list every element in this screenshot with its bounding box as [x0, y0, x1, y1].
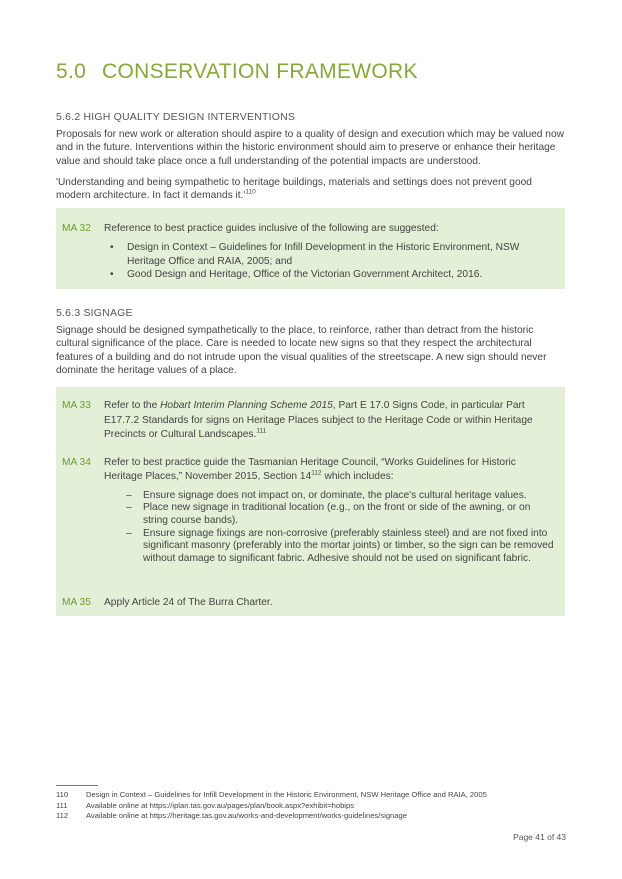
signage-ma-box [56, 387, 565, 616]
ma32-bullet-list [104, 241, 557, 281]
ma33-row [62, 399, 557, 443]
ma32-code: MA 32 [62, 223, 91, 234]
footnote-text: Available online at https://heritage.tas.gov.au/works-and-development/works-guidelines/signage [86, 811, 407, 820]
page-title [56, 60, 418, 84]
dash-text: Ensure signage fixings are non-corrosive (preferably stainless steel) and are not fixed into significant masonry (preferably into the mortar joints) or timber, so the sign can be removed without damage to significant fabric. Adhesive should not be used on significant fabric. [143, 527, 554, 564]
ma35-text: Apply Article 24 of The Burra Charter. [104, 597, 273, 608]
signage-paragraph: Signage should be designed sympathetically to the place, to reinforce, rather than detract from the historic cultural significance of the place. Care is needed to locate new signs so that they respect the architectural features of a building and do not intrude upon the visual qualities of the streetscape. A new sign should never dominate the heritage values of a place. [56, 325, 547, 377]
ma32-row [62, 222, 557, 282]
ma32-text [104, 222, 557, 282]
planning-scheme-title: Hobart Interim Planning Scheme 2015 [160, 400, 333, 411]
footnotes [56, 790, 487, 822]
footnote-ref: 111 [256, 427, 267, 435]
footnote-divider [56, 785, 98, 786]
page-number: Page 41 of 43 [513, 832, 566, 842]
ma34-dash-list [104, 490, 557, 566]
bullet-item [106, 268, 557, 281]
footnote-ref: 112 [311, 470, 322, 478]
subsection-heading-design: 5.6.2 HIGH QUALITY DESIGN INTERVENTIONS [56, 111, 296, 123]
design-quote [56, 176, 568, 203]
footnote-number: 110 [56, 790, 69, 799]
quote-text: 'Understanding and being sympathetic to heritage buildings, materials and settings does not prevent good modern architecture. In fact it demands it.' [56, 177, 532, 202]
section-number: 5.0 [56, 60, 87, 83]
footnote-text: Available online at https://iplan.tas.gov.au/pages/plan/book.aspx?exhibit=hobips [86, 800, 355, 810]
dash-text: Ensure signage does not impact on, or dominate, the place's cultural heritage values. [143, 489, 527, 501]
footnote-number: 111 [56, 800, 68, 810]
ma32-box [56, 208, 565, 289]
ma34-text [104, 456, 557, 565]
subsection-heading-signage: 5.6.3 SIGNAGE [56, 307, 133, 319]
dash-text: Place new signage in traditional location (e.g., on the front or side of the awning, or on string course bands). [143, 502, 531, 526]
bullet-icon: • [110, 242, 114, 254]
bullet-text: Good Design and Heritage, Office of the Victorian Government Architect, 2016. [127, 269, 483, 281]
ma34-intro: Refer to best practice guide the Tasmanian Heritage Council, “Works Guidelines for Historic Heritage Places,” November 2015, Section $14^{112}$ which includes: [104, 457, 516, 483]
ma32-intro: Reference to best practice guides inclusive of the following are suggested: [104, 223, 439, 234]
ma33-text: Refer to the Hobart Interim Planning Scheme 2015, Part E 17.0 Signs Code, in particular Part E17.7.2 Standards for signs on Heritage Places subject to the Heritage Code or within Heritage Precincts or Cultural Landscapes.$^{111}$ [104, 400, 533, 441]
design-paragraph: Proposals for new work or alteration should aspire to a quality of design and execution which may be valued now and in the future. Interventions within the historic environment should aim to preserve or enhance their heritage value and should take place once a full understanding of the potential impacts are understood. [56, 129, 564, 167]
dash-item [104, 490, 557, 503]
bullet-item [106, 241, 557, 268]
ma35-code: MA 35 [62, 597, 91, 608]
dash-item [104, 528, 557, 566]
ma35-row [62, 596, 557, 609]
dash-icon: – [126, 502, 132, 514]
dash-icon: – [126, 527, 132, 539]
bullet-icon: • [110, 269, 114, 281]
section-title: CONSERVATION FRAMEWORK [102, 60, 418, 83]
footnote-number: 112 [56, 811, 69, 820]
footnote-ref: 110 [245, 189, 256, 197]
ma34-row [62, 456, 557, 565]
footnote [56, 801, 487, 812]
footnote-text: Design in Context – Guidelines for Infill Development in the Historic Environment, NSW Heritage Office and RAIA, 2005 [86, 790, 487, 799]
footnote [56, 790, 487, 801]
dash-item [104, 502, 557, 527]
ma33-code: MA 33 [62, 400, 91, 411]
bullet-text: Design in Context – Guidelines for Infill Development in the Historic Environment, NSW Heritage Office and RAIA, 2005; and [127, 242, 520, 267]
footnote [56, 811, 487, 822]
ma34-code: MA 34 [62, 457, 91, 468]
dash-icon: – [126, 489, 132, 501]
